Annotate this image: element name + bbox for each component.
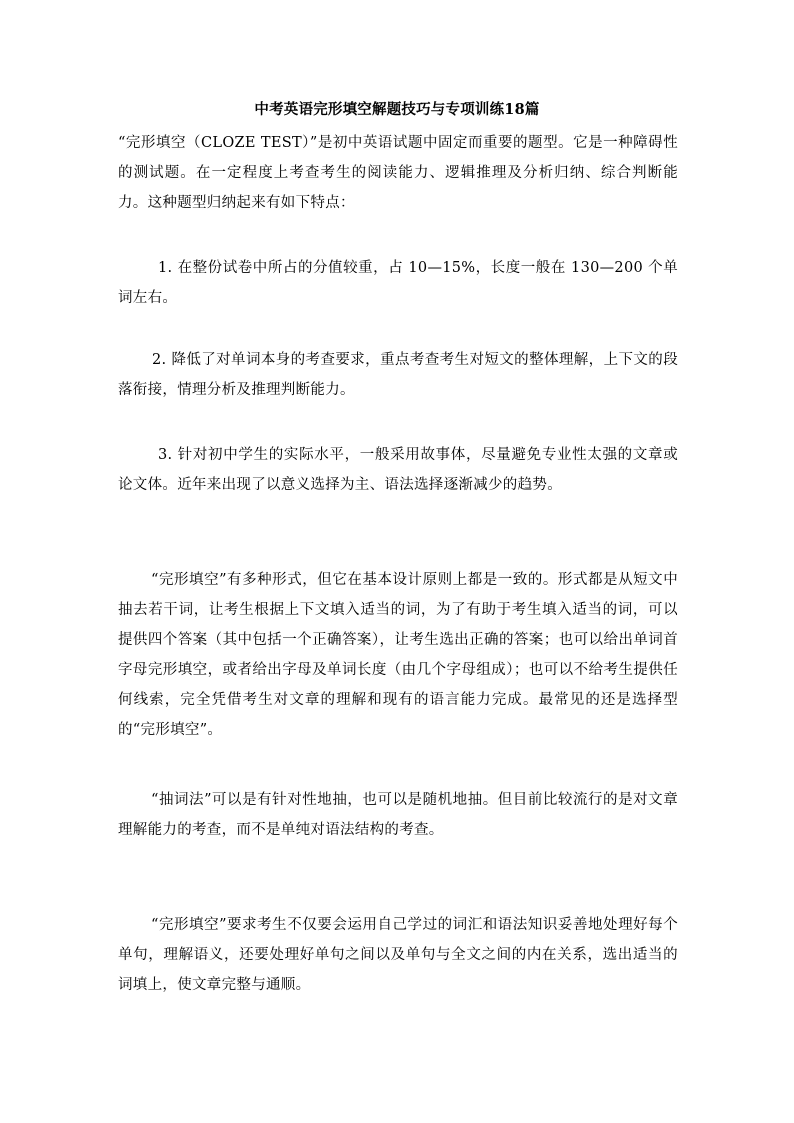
document-title: 中考英语完形填空解题技巧与专项训练18篇 <box>254 101 540 118</box>
intro-paragraph: “完形填空（CLOZE TEST）”是初中英语试题中固定而重要的题型。它是一种障碍性的测试题。在一定程度上考查考生的阅读能力、逻辑推理及分析归纳、综合判断能力。这种题型归纳起来有如下特点： <box>118 135 678 211</box>
feature-1-paragraph: 1. 在整份试卷中所占的分值较重，占 10—15%，长度一般在 130—200 个单词左右。 <box>118 260 678 306</box>
forms-paragraph: “完形填空”有多种形式，但它在基本设计原则上都是一致的。形式都是从短文中抽去若干词，让考生根据上下文填入适当的词，为了有助于考生填入适当的词，可以提供四个答案（其中包括一个正确答案），让考生选出正确的答案；也可以给出单词首字母完形填空，或者给出字母及单词长度（由几个字母组成）；也可以不给考生提供任何线索，完全凭借考生对文章的理解和现有的语言能力完成。最常见的还是选择型的“完形填空”。 <box>118 572 678 738</box>
feature-3-paragraph: 3. 针对初中学生的实际水平，一般采用故事体，尽量避免专业性太强的文章或论文体。近年来出现了以意义选择为主、语法选择逐渐减少的趋势。 <box>118 447 678 493</box>
deletion-method-paragraph: “抽词法”可以是有针对性地抽，也可以是随机地抽。但目前比较流行的是对文章理解能力的考查，而不是单纯对语法结构的考查。 <box>118 792 678 838</box>
requirements-paragraph: “完形填空”要求考生不仅要会运用自己学过的词汇和语法知识妥善地处理好每个单句，理解语义，还要处理好单句之间以及单句与全文之间的内在关系，选出适当的词填上，使文章完整与通顺。 <box>118 917 678 993</box>
feature-2-paragraph: 2. 降低了对单词本身的考查要求，重点考查考生对短文的整体理解，上下文的段落衔接，情理分析及推理判断能力。 <box>118 352 678 398</box>
